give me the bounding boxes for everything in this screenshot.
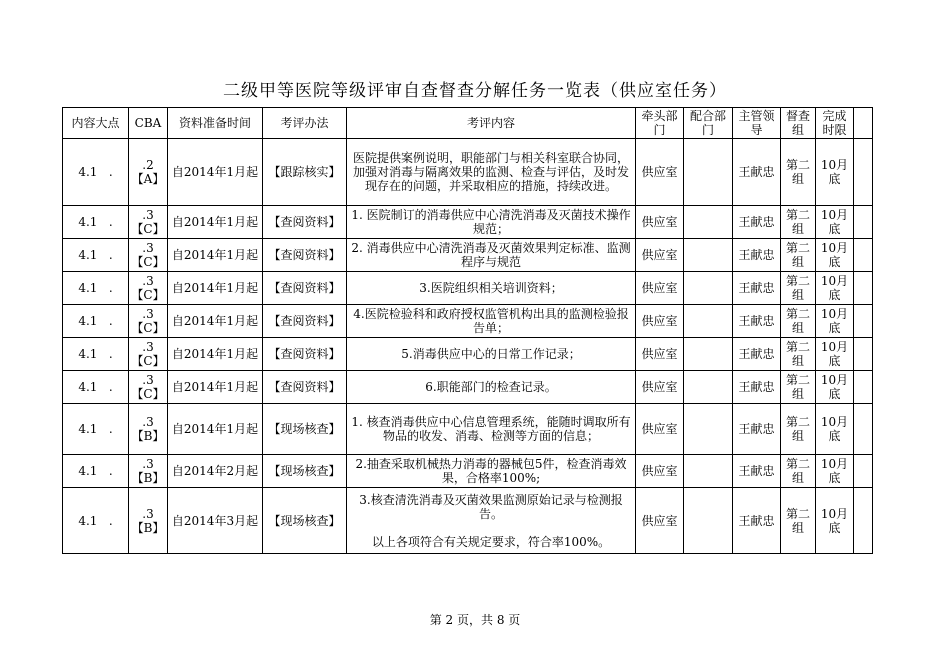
cell-coop [684, 455, 733, 488]
cell-deadline: 10月底 [816, 371, 854, 404]
cell-method: 【查阅资料】 [263, 305, 347, 338]
cell-method: 【查阅资料】 [263, 338, 347, 371]
cell-group: 第二组 [781, 139, 816, 206]
cell-deadline: 10月底 [816, 206, 854, 239]
cell-content: 1. 医院制订的消毒供应中心清洗消毒及灭菌技术操作规范； [347, 206, 636, 239]
cell-cba: .3【C】 [129, 206, 168, 239]
cell-leader: 王献忠 [733, 455, 781, 488]
cell-deadline: 10月底 [816, 404, 854, 455]
cell-point: 4.1 . [63, 139, 129, 206]
cell-cba: .3【C】 [129, 305, 168, 338]
table-row [63, 239, 873, 272]
cell-point: 4.1 . [63, 338, 129, 371]
cell-group: 第二组 [781, 305, 816, 338]
cell-content: 5.消毒供应中心的日常工作记录； [347, 338, 636, 371]
col-header-leader: 主管领导 [733, 108, 781, 139]
cell-lead: 供应室 [636, 206, 684, 239]
cell-deadline: 10月底 [816, 305, 854, 338]
cell-lead: 供应室 [636, 272, 684, 305]
table-row [63, 455, 873, 488]
table-row [63, 305, 873, 338]
cell-cba: .3【B】 [129, 455, 168, 488]
cell-extra [854, 455, 873, 488]
cell-leader: 王献忠 [733, 371, 781, 404]
table-row [63, 371, 873, 404]
cell-deadline: 10月底 [816, 239, 854, 272]
page-footer: 第 2 页，共 8 页 [429, 613, 521, 627]
cell-coop [684, 371, 733, 404]
cell-content [347, 488, 636, 554]
cell-time: 自2014年2月起 [168, 455, 263, 488]
cell-content: 医院提供案例说明，职能部门与相关科室联合协同，加强对消毒与隔离效果的监测、检查与评估，及时发现存在的问题，并采取相应的措施，持续改进。 [347, 139, 636, 206]
cell-lead: 供应室 [636, 338, 684, 371]
cell-method: 【查阅资料】 [263, 272, 347, 305]
table-row [63, 488, 873, 554]
cell-coop [684, 404, 733, 455]
cell-time: 自2014年1月起 [168, 404, 263, 455]
col-header-method: 考评办法 [263, 108, 347, 139]
cell-content-text: 3.核查清洗消毒及灭菌效果监测原始记录与检测报告。 [359, 492, 623, 521]
cell-lead: 供应室 [636, 488, 684, 554]
cell-content: 2.抽查采取机械热力消毒的器械包5件，检查消毒效果，合格率100%; [347, 455, 636, 488]
col-header-point: 内容大点 [63, 108, 129, 139]
cell-extra [854, 371, 873, 404]
cell-method: 【跟踪核实】 [263, 139, 347, 206]
cell-coop [684, 338, 733, 371]
cell-point: 4.1 . [63, 206, 129, 239]
cell-extra [854, 488, 873, 554]
cell-coop [684, 206, 733, 239]
cell-group: 第二组 [781, 272, 816, 305]
cell-content: 3.医院组织相关培训资料； [347, 272, 636, 305]
cell-deadline: 10月底 [816, 488, 854, 554]
cell-group: 第二组 [781, 239, 816, 272]
cell-coop [684, 305, 733, 338]
cell-method: 【查阅资料】 [263, 371, 347, 404]
cell-extra [854, 239, 873, 272]
cell-lead: 供应室 [636, 455, 684, 488]
cell-lead: 供应室 [636, 371, 684, 404]
cell-time: 自2014年1月起 [168, 272, 263, 305]
cell-leader: 王献忠 [733, 305, 781, 338]
cell-group: 第二组 [781, 371, 816, 404]
cell-group: 第二组 [781, 488, 816, 554]
cell-time: 自2014年1月起 [168, 338, 263, 371]
cell-leader: 王献忠 [733, 139, 781, 206]
cell-extra [854, 139, 873, 206]
table-row [63, 404, 873, 455]
cell-point: 4.1 . [63, 305, 129, 338]
col-header-lead: 牵头部门 [636, 108, 684, 139]
cell-point: 4.1 . [63, 239, 129, 272]
cell-content-summary: 以上各项符合有关规定要求，符合率100%。 [371, 534, 611, 549]
cell-leader: 王献忠 [733, 239, 781, 272]
cell-leader: 王献忠 [733, 338, 781, 371]
cell-lead: 供应室 [636, 239, 684, 272]
cell-method: 【查阅资料】 [263, 206, 347, 239]
cell-point: 4.1 . [63, 404, 129, 455]
table-row [63, 139, 873, 206]
col-header-extra [854, 108, 873, 139]
page-title: 二级甲等医院等级评审自查督查分解任务一览表（供应室任务） [223, 81, 727, 101]
cell-lead: 供应室 [636, 404, 684, 455]
col-header-cba: CBA [129, 108, 168, 139]
cell-time: 自2014年1月起 [168, 139, 263, 206]
cell-time: 自2014年1月起 [168, 239, 263, 272]
cell-lead: 供应室 [636, 139, 684, 206]
cell-extra [854, 338, 873, 371]
cell-content: 1. 核查消毒供应中心信息管理系统，能随时调取所有物品的收发、消毒、检测等方面的信息； [347, 404, 636, 455]
cell-point: 4.1 . [63, 455, 129, 488]
cell-method: 【现场核查】 [263, 455, 347, 488]
task-table [62, 107, 873, 554]
cell-time: 自2014年3月起 [168, 488, 263, 554]
header-row [63, 108, 873, 139]
cell-time: 自2014年1月起 [168, 371, 263, 404]
cell-leader: 王献忠 [733, 206, 781, 239]
cell-content: 6.职能部门的检查记录。 [347, 371, 636, 404]
cell-leader: 王献忠 [733, 404, 781, 455]
cell-cba: .2【A】 [129, 139, 168, 206]
cell-coop [684, 139, 733, 206]
cell-point: 4.1 . [63, 371, 129, 404]
cell-cba: .3【C】 [129, 272, 168, 305]
cell-extra [854, 404, 873, 455]
cell-content: 2. 消毒供应中心清洗消毒及灭菌效果判定标准、监测程序与规范 [347, 239, 636, 272]
col-header-time: 资料准备时间 [168, 108, 263, 139]
cell-lead: 供应室 [636, 305, 684, 338]
cell-cba: .3【C】 [129, 338, 168, 371]
cell-cba: .3【B】 [129, 404, 168, 455]
cell-cba: .3【C】 [129, 239, 168, 272]
cell-extra [854, 305, 873, 338]
cell-group: 第二组 [781, 404, 816, 455]
cell-point: 4.1 . [63, 272, 129, 305]
table-row [63, 272, 873, 305]
cell-deadline: 10月底 [816, 272, 854, 305]
table-row [63, 206, 873, 239]
cell-time: 自2014年1月起 [168, 206, 263, 239]
table-row [63, 338, 873, 371]
cell-method: 【现场核查】 [263, 404, 347, 455]
cell-deadline: 10月底 [816, 455, 854, 488]
cell-point: 4.1 . [63, 488, 129, 554]
cell-method: 【查阅资料】 [263, 239, 347, 272]
cell-group: 第二组 [781, 455, 816, 488]
cell-group: 第二组 [781, 206, 816, 239]
cell-leader: 王献忠 [733, 272, 781, 305]
col-header-coop: 配合部门 [684, 108, 733, 139]
cell-deadline: 10月底 [816, 139, 854, 206]
cell-coop [684, 272, 733, 305]
col-header-group: 督查组 [781, 108, 816, 139]
content-spacer [349, 521, 633, 535]
cell-coop [684, 239, 733, 272]
cell-time: 自2014年1月起 [168, 305, 263, 338]
col-header-deadline: 完成时限 [816, 108, 854, 139]
col-header-content: 考评内容 [347, 108, 636, 139]
cell-cba: .3【C】 [129, 371, 168, 404]
cell-coop [684, 488, 733, 554]
cell-extra [854, 206, 873, 239]
cell-content: 4.医院检验科和政府授权监管机构出具的监测检验报告单； [347, 305, 636, 338]
cell-cba: .3【B】 [129, 488, 168, 554]
cell-deadline: 10月底 [816, 338, 854, 371]
cell-group: 第二组 [781, 338, 816, 371]
cell-method: 【现场核查】 [263, 488, 347, 554]
cell-extra [854, 272, 873, 305]
cell-leader: 王献忠 [733, 488, 781, 554]
